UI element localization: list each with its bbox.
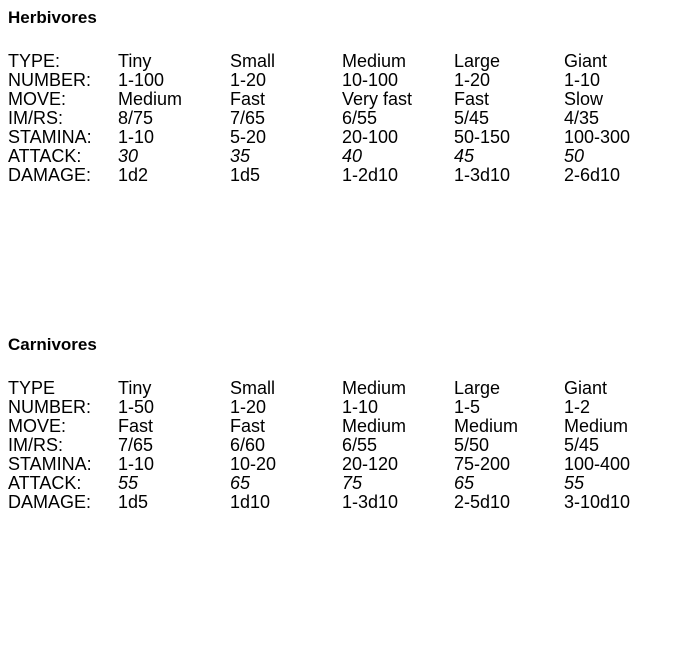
table-cell: 1-5 [454,397,481,417]
table-row [8,417,654,436]
table-row [8,455,654,474]
table-cell: 45 [454,146,475,166]
row-label: IM/RS: [8,435,64,455]
table-cell: 40 [342,146,363,166]
table-row [8,474,654,493]
table-cell: 100-400 [564,454,631,474]
table-cell: Small [230,51,276,71]
carnivores-table-body [8,379,654,512]
table-cell: 1-20 [454,70,491,90]
table-cell: 35 [230,146,251,166]
table-cell: 1d5 [118,492,149,512]
table-cell: Medium [564,416,629,436]
row-label: DAMAGE: [8,492,92,512]
table-cell: 65 [454,473,475,493]
table-cell: 55 [118,473,139,493]
table-cell: Medium [454,416,519,436]
table-cell: 1-20 [230,70,267,90]
table-row [8,128,654,147]
table-cell: Very fast [342,89,413,109]
table-cell: 1-2d10 [342,165,399,185]
table-cell: 1-10 [118,127,155,147]
table-cell: Medium [342,51,407,71]
table-cell: 8/75 [118,108,154,128]
table-row [8,398,654,417]
table-row [8,147,654,166]
table-cell: Fast [230,89,266,109]
table-cell: 3-10d10 [564,492,631,512]
table-cell: 1-100 [118,70,165,90]
herbivores-table-body [8,52,654,185]
row-label: TYPE: [8,51,61,71]
row-label: STAMINA: [8,127,92,147]
table-cell: Slow [564,89,604,109]
table-cell: 30 [118,146,139,166]
table-cell: Large [454,378,501,398]
table-cell: 1d2 [118,165,149,185]
table-cell: 5/50 [454,435,490,455]
table-cell: 4/35 [564,108,600,128]
table-cell: 1-10 [342,397,379,417]
table-row [8,493,654,512]
table-row [8,436,654,455]
herbivores-section [8,8,654,185]
table-cell: 1-10 [564,70,601,90]
table-cell: 75 [342,473,363,493]
table-cell: Fast [454,89,490,109]
table-row [8,52,654,71]
herbivores-title: Herbivores [8,8,97,27]
table-cell: 1d5 [230,165,261,185]
row-label: ATTACK: [8,146,82,166]
table-cell: 5/45 [564,435,600,455]
table-cell: Medium [342,416,407,436]
row-label: MOVE: [8,416,67,436]
table-cell: 1-10 [118,454,155,474]
table-cell: 2-5d10 [454,492,511,512]
table-cell: 7/65 [230,108,266,128]
table-cell: 10-100 [342,70,399,90]
table-cell: 6/60 [230,435,266,455]
table-row [8,379,654,398]
table-cell: 2-6d10 [564,165,621,185]
table-cell: Giant [564,51,608,71]
table-cell: 100-300 [564,127,631,147]
table-cell: Medium [342,378,407,398]
row-label: TYPE [8,378,56,398]
table-row [8,71,654,90]
table-cell: Giant [564,378,608,398]
table-cell: 10-20 [230,454,277,474]
table-cell: 7/65 [118,435,154,455]
carnivores-section [8,335,654,512]
row-label: DAMAGE: [8,165,92,185]
table-cell: 50 [564,146,585,166]
row-label: MOVE: [8,89,67,109]
table-cell: 1-20 [230,397,267,417]
table-cell: Medium [118,89,183,109]
table-cell: 1-3d10 [454,165,511,185]
herbivores-table [8,52,654,185]
table-row [8,90,654,109]
table-row [8,109,654,128]
table-cell: 1-3d10 [342,492,399,512]
row-label: ATTACK: [8,473,82,493]
table-row [8,166,654,185]
table-cell: 1-2 [564,397,591,417]
row-label: STAMINA: [8,454,92,474]
table-cell: Fast [230,416,266,436]
table-cell: 65 [230,473,251,493]
table-cell: Small [230,378,276,398]
table-cell: Large [454,51,501,71]
carnivores-title: Carnivores [8,335,97,354]
carnivores-table [8,379,654,512]
row-label: IM/RS: [8,108,64,128]
table-cell: Tiny [118,378,152,398]
table-cell: 75-200 [454,454,511,474]
table-cell: 55 [564,473,585,493]
table-cell: Tiny [118,51,152,71]
table-cell: 5/45 [454,108,490,128]
table-cell: 1d10 [230,492,271,512]
table-cell: Fast [118,416,154,436]
row-label: NUMBER: [8,397,92,417]
table-cell: 6/55 [342,435,378,455]
table-cell: 20-120 [342,454,399,474]
table-cell: 1-50 [118,397,155,417]
table-cell: 20-100 [342,127,399,147]
row-label: NUMBER: [8,70,92,90]
table-cell: 5-20 [230,127,267,147]
table-cell: 50-150 [454,127,511,147]
table-cell: 6/55 [342,108,378,128]
